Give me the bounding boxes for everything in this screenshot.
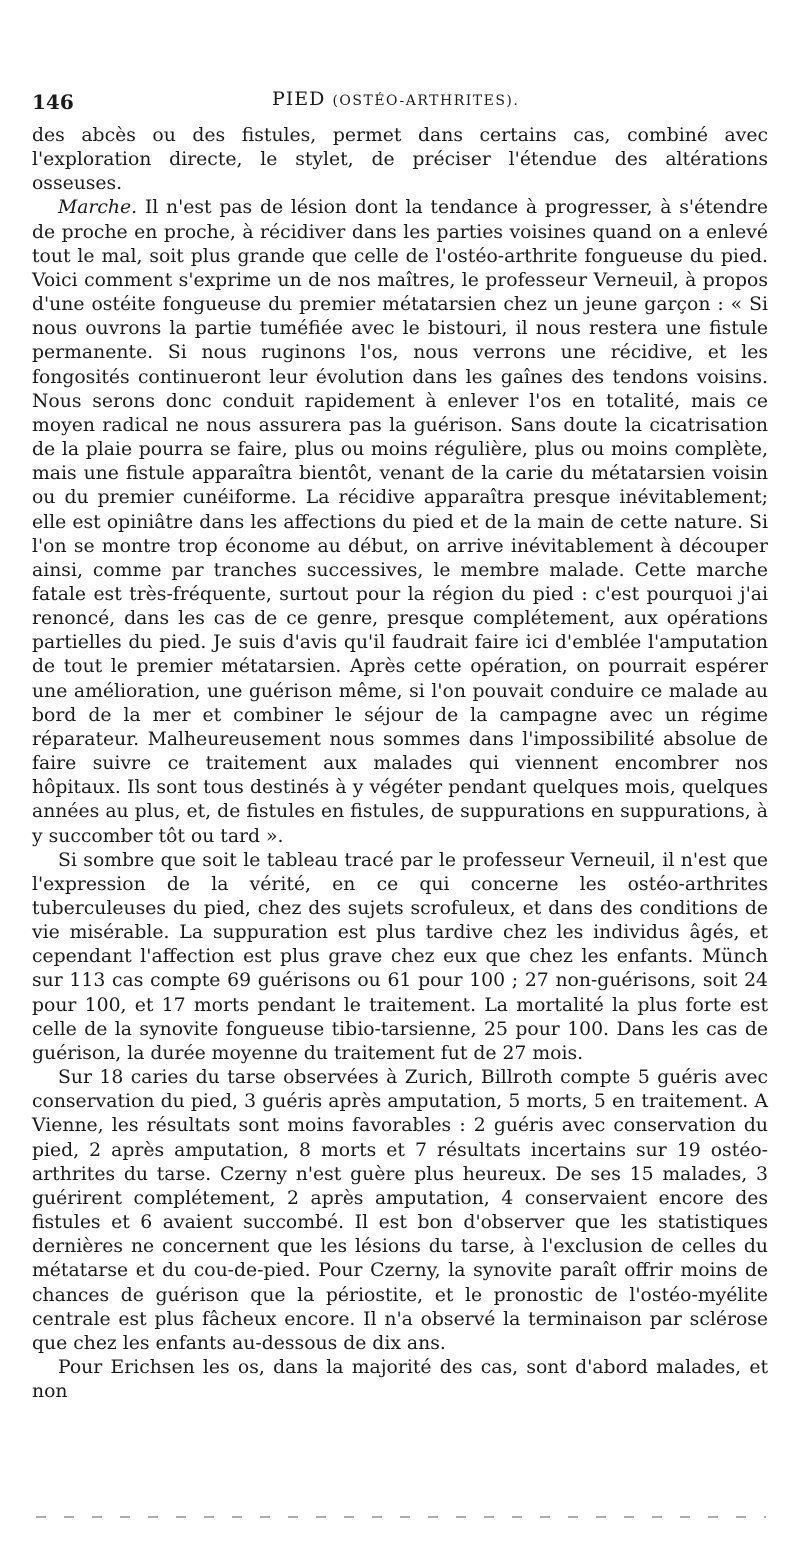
paragraph-continued [32,124,768,196]
paragraph-text: Il n'est pas de lésion dont la tendance à progresser, à s'étendre de proche en proche, à récidiver dans les parties voisines quand on a enlevé tout le mal, soit plus grande que celle de l'ostéo-arthrite fongueuse du pied. Voici comment s'exprime un de nos maîtres, le professeur Verneuil, à propos d'une ostéite fongueuse du premier métatarsien chez un jeune garçon : « Si nous ouvrons la partie tuméfiée avec le bistouri, il nous restera une fistule permanente. Si nous ruginons l'os, nous verrons une récidive, et les fongosités continueront leur évolution dans les gaînes des tendons voisins. Nous serons donc conduit rapidement à enlever l'os en totalité, mais ce moyen radical ne nous assurera pas la guérison. Sans doute la cicatrisation de la plaie pourra se faire, plus ou moins régulière, plus ou moins complète, mais une fistule apparaîtra bientôt, venant de la carie du métatarsien voisin ou du premier cunéiforme. La récidive apparaîtra presque inévitablement; elle est opiniâtre dans les affections du pied et de la main de cette nature. Si l'on se montre trop économe au début, on arrive inévitablement à découper ainsi, comme par tranches successives, le membre malade. Cette marche fatale est très-fréquente, surtout pour la région du pied : c'est pourquoi j'ai renoncé, dans les cas de ce genre, presque complétement, aux opérations partielles du pied. Je suis d'avis qu'il faudrait faire ici d'emblée l'amputation de tout le premier métatarsien. Après cette opération, on pourrait espérer une amélioration, une guérison même, si l'on pouvait conduire ce malade au bord de la mer et combiner le séjour de la campagne avec un régime réparateur. Malheureusement nous sommes dans l'impossibilité absolue de faire suivre ce traitement aux malades qui viennent encombrer nos hôpitaux. Ils sont tous destinés à y végéter pendant quelques mois, quelques années au plus, et, de fistules en fistules, de suppurations en suppurations, à y succomber tôt ou tard ». [32,197,768,847]
paragraph-text: Pour Erichsen les os, dans la majorité des cas, sont d'abord malades, et non [32,1356,768,1403]
running-title-subject: (OSTÉO-ARTHRITES). [332,93,520,109]
paragraph [32,849,768,1066]
paragraph-text: Si sombre que soit le tableau tracé par le professeur Verneuil, il n'est que l'expression de la vérité, en ce qui concerne les ostéo-arthrites tuberculeuses du pied, chez des sujets scrofuleux, et dans des conditions de vie misérable. La suppuration est plus tardive chez les individus âgés, et cependant l'affection est plus grave chez eux que chez les enfants. Münch sur 113 cas compte 69 guérisons ou 61 pour 100 ; 27 non-guérisons, soit 24 pour 100, et 17 morts pendant le traitement. La mortalité la plus forte est celle de la synovite fongueuse tibio-tarsienne, 25 pour 100. Dans les cas de guérison, la durée moyenne du traitement fut de 27 mois. [32,849,768,1064]
running-title-main: PIED [272,88,326,110]
section-label: Marche. [58,197,138,219]
book-page [32,84,768,1404]
running-head [32,84,768,124]
page-bottom-rule [36,1516,766,1518]
body-text [32,124,768,1404]
paragraph-text: des abcès ou des fistules, permet dans certains cas, combiné avec l'exploration directe, le stylet, de préciser l'étendue des altérations osseuses. [32,125,768,195]
page-number: 146 [32,90,74,114]
paragraph-last [32,1356,768,1404]
paragraph-text: Sur 18 caries du tarse observées à Zurich, Billroth compte 5 guéris avec conservation du pied, 3 guéris après amputation, 5 morts, 5 en traitement. A Vienne, les résultats sont moins favorables : 2 guéris avec conservation du pied, 2 après amputation, 8 morts et 7 résultats incertains sur 19 ostéo-arthrites du tarse. Czerny n'est guère plus heureux. De ses 15 malades, 3 guérirent complétement, 2 après amputation, 4 conservaient encore des fistules et 6 avaient succombé. Il est bon d'observer que les statistiques dernières ne concernent que les lésions du tarse, à l'exclusion de celles du métatarse et du cou-de-pied. Pour Czerny, la synovite paraît offrir moins de chances de guérison que la périostite, et le pronostic de l'ostéo-myélite centrale est plus fâcheux encore. Il n'a observé la terminaison par sclérose que chez les enfants au-dessous de dix ans. [32,1067,768,1354]
paragraph-marche [32,196,768,848]
paragraph [32,1066,768,1356]
running-title [272,88,519,110]
